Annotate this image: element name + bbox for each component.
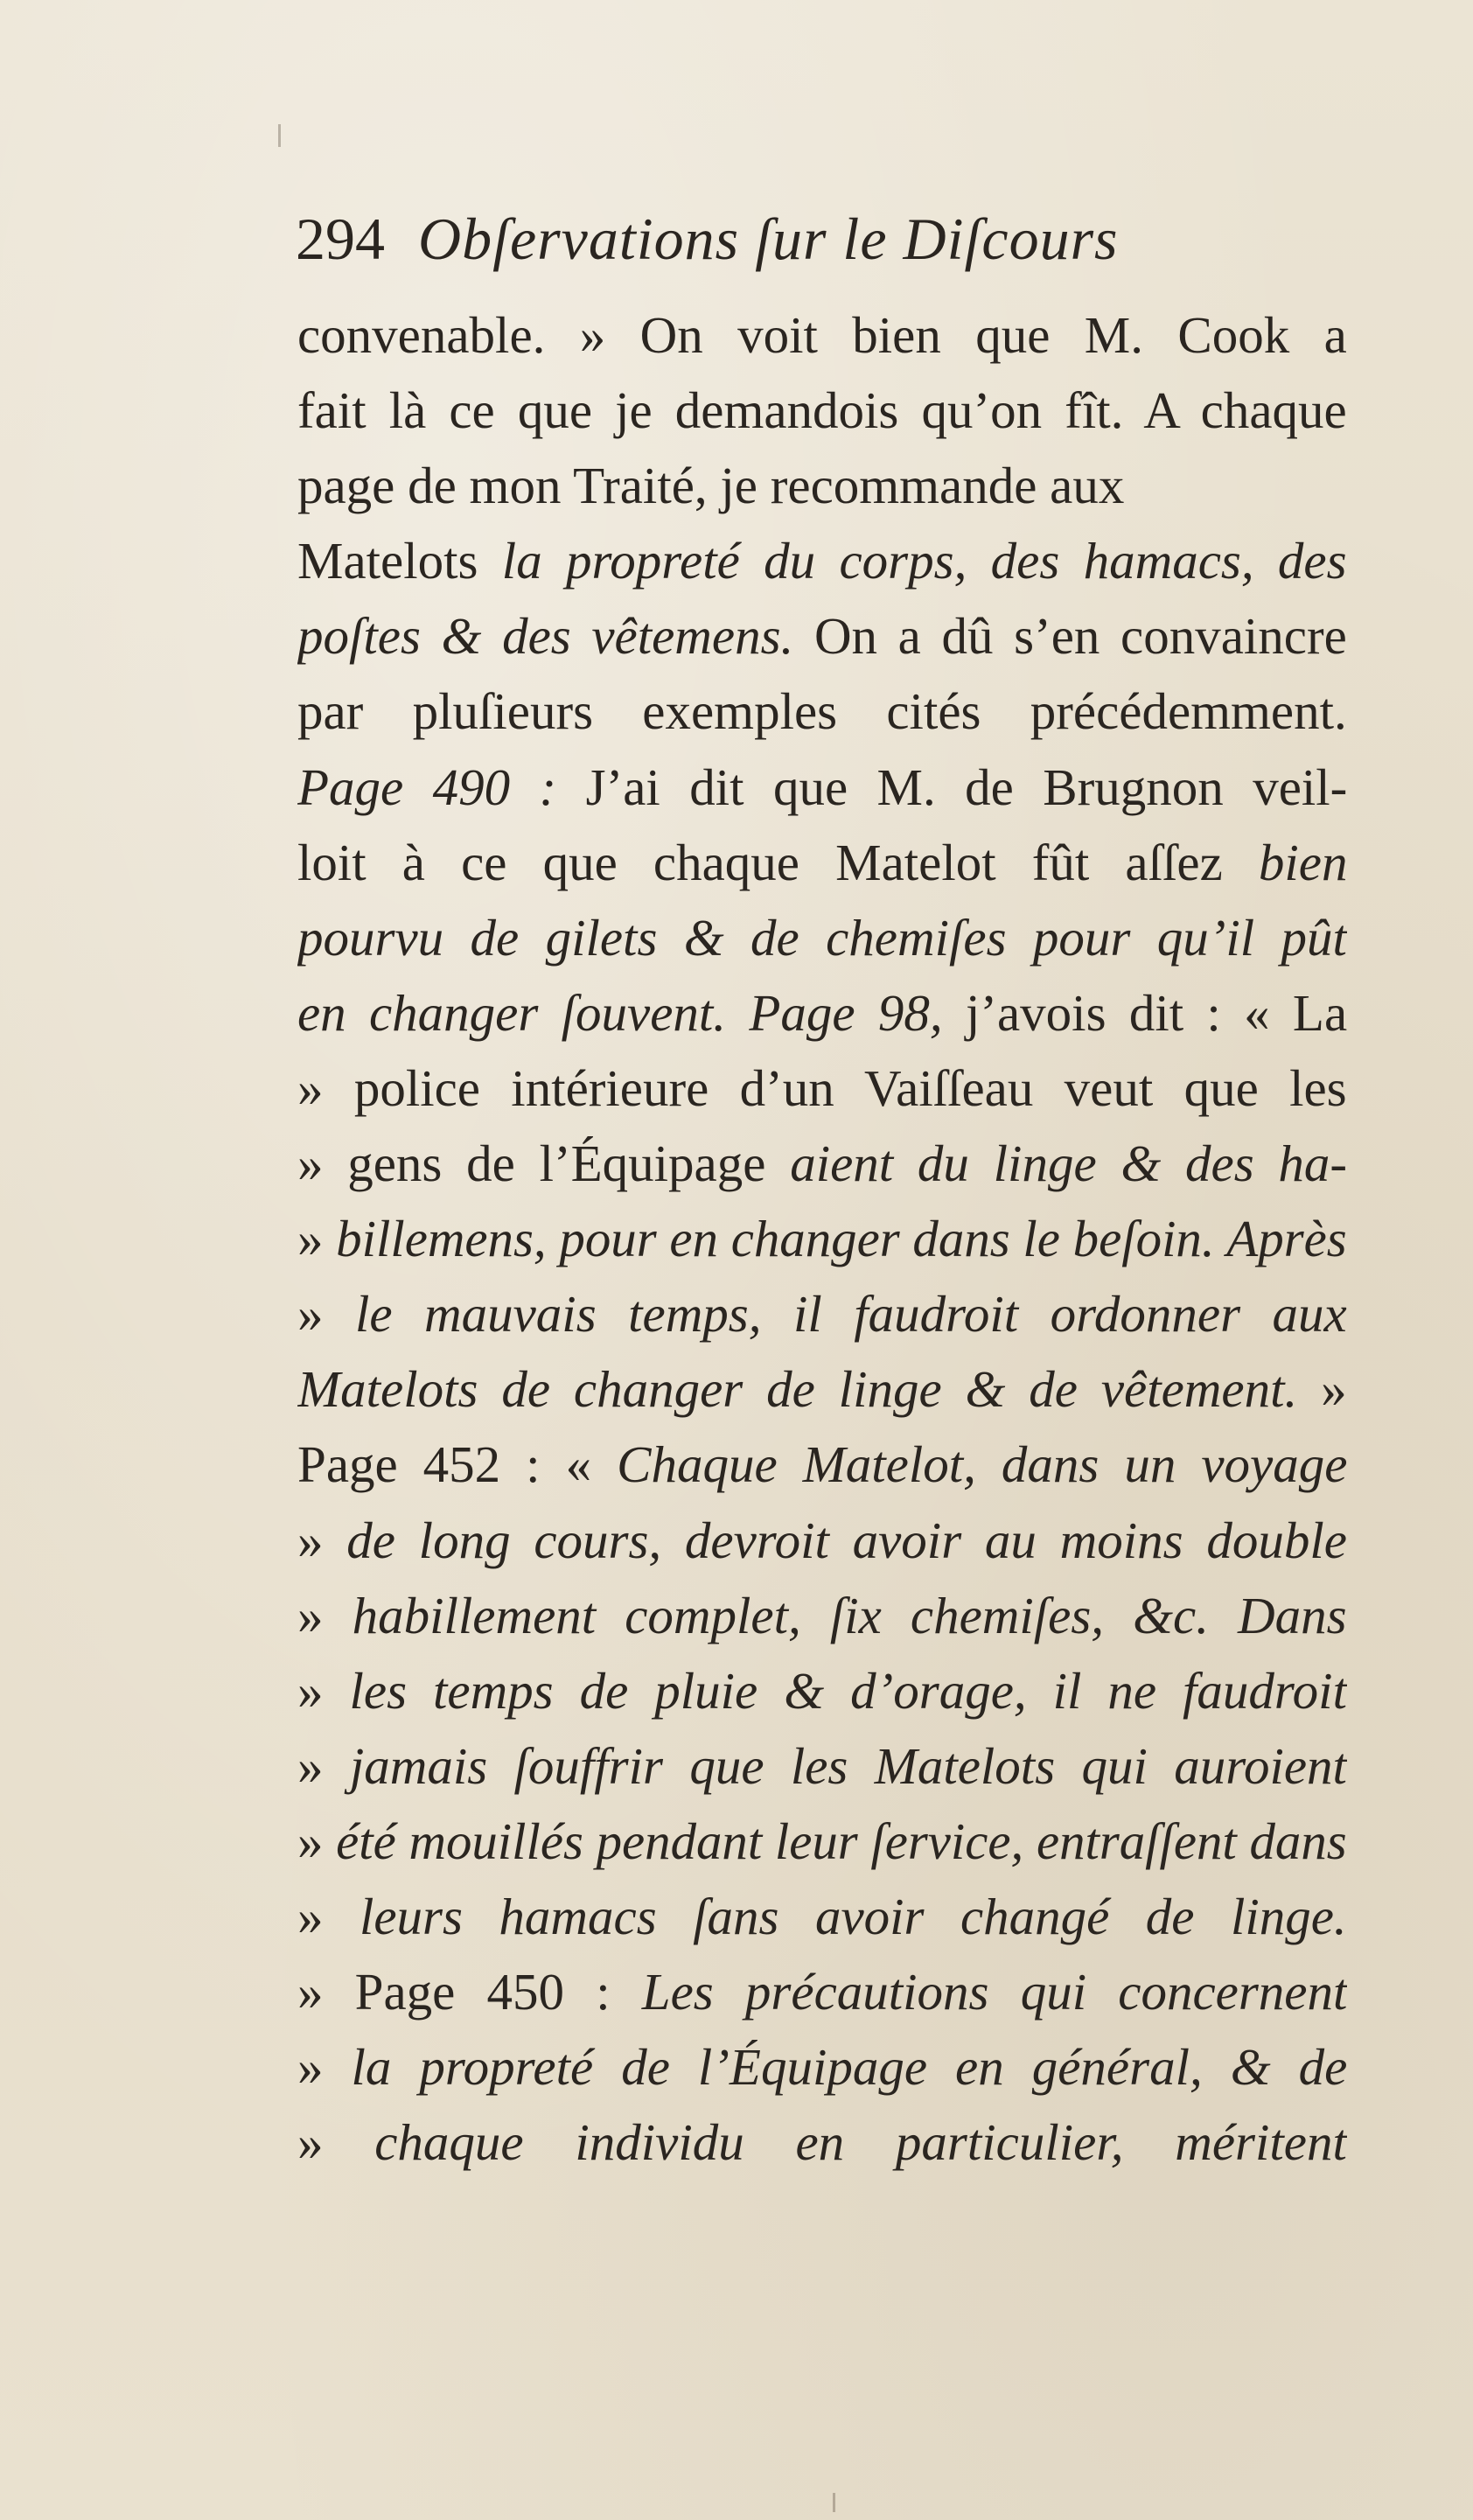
text-line [297,1804,1347,1879]
text-segment: » [297,1811,337,1870]
text-segment: page de mon Traité, je recommande aux [297,457,1125,515]
text-segment: » [297,1511,347,1569]
text-line [297,1653,1347,1728]
text-line [297,1503,1347,1578]
paper-speck [833,2493,835,2512]
italic-text-segment: pourvu de gilets & de chemiſes pour qu’il pût [297,908,1347,967]
italic-text-segment: chaque individu en particulier, méritent [374,2113,1347,2172]
text-line [297,1276,1347,1351]
italic-text-segment: jamais ſouffrir que les Matelots qui auroient [349,1736,1347,1795]
text-line [297,1427,1347,1502]
text-segment: » [297,1285,355,1344]
italic-text-segment: les temps de pluie & d’orage, il ne faudroit [349,1661,1347,1720]
text-segment: » [297,1661,350,1720]
italic-text-segment: Les précautions qui concernent [641,1963,1347,2021]
text-segment: » Page 450 : [297,1963,642,2021]
italic-text-segment: la propreté de l’Équipage en général, & de [351,2038,1347,2097]
italic-text-segment: été mouillés pendant leur ſervice, entraſſent dans [336,1811,1347,1870]
text-segment: j’avois dit : « La [942,983,1347,1042]
italic-text-segment: aient du linge & des ha- [790,1134,1347,1193]
text-line [297,1954,1347,2029]
text-line [297,1728,1347,1804]
text-segment: » gens de l’Équipage [297,1134,791,1193]
italic-text-segment: Matelots de changer de linge & de vêtement. [297,1360,1298,1419]
text-segment: par pluſieurs exemples cités précédemment. [297,682,1347,741]
italic-text-segment: billemens, pour en changer dans le beſoin. Après [336,1210,1347,1268]
italic-text-segment: leurs hamacs ſans avoir changé de linge. [359,1887,1347,1945]
text-line [297,373,1347,448]
body-text [297,297,1347,2180]
text-line [297,598,1347,674]
text-line [297,2105,1347,2180]
text-segment: » [297,1887,360,1945]
text-segment: On a dû s’en convaincre [793,607,1347,666]
text-line [297,975,1347,1051]
text-line [297,1351,1347,1427]
text-line [297,900,1347,975]
text-segment: fait là ce que je demandois qu’on fît. A chaque [297,381,1347,440]
text-line [297,523,1347,598]
italic-text-segment: Page 490 : [297,757,557,816]
text-segment: » police intérieure d’un Vaiſſeau veut que les [297,1058,1347,1117]
italic-text-segment: en changer ſouvent. Page 98, [297,983,943,1042]
text-line [297,1879,1347,1954]
text-line [297,1578,1347,1653]
italic-text-segment: la propreté du corps, des hamacs, des [501,532,1347,590]
page-number: 294 [296,206,385,272]
text-segment: » [1297,1360,1347,1419]
paper-speck [278,124,281,147]
italic-text-segment: Chaque Matelot, dans un voyage [617,1435,1347,1494]
text-line [297,297,1347,373]
text-segment: Matelots [297,532,502,590]
page-header [296,199,1345,278]
text-line [297,1051,1347,1126]
text-segment: » [297,2113,375,2172]
italic-text-segment: habillement complet, ſix chemiſes, &c. Dans [352,1586,1347,1644]
text-segment: Page 452 : « [297,1435,618,1494]
running-title: Obſervations ſur le Diſcours [418,206,1119,272]
italic-text-segment: de long cours, devroit avoir au moins double [346,1511,1347,1569]
text-segment: » [297,1586,353,1644]
text-segment: convenable. » On voit bien que M. Cook a [297,306,1347,364]
text-segment: » [297,2038,352,2097]
text-line [297,674,1347,749]
italic-text-segment: bien [1258,833,1347,891]
italic-text-segment: poſtes & des vêtemens. [297,607,794,666]
text-segment: » [297,1210,337,1268]
text-line [297,750,1347,825]
italic-text-segment: le mauvais temps, il faudroit ordonner aux [354,1285,1347,1344]
text-line [297,825,1347,900]
text-line [297,448,1347,523]
text-line [297,1201,1347,1276]
text-segment: J’ai dit que M. de Brugnon veil- [556,757,1347,816]
text-segment: » [297,1736,350,1795]
text-segment: loit à ce que chaque Matelot fût aſſez [297,833,1259,891]
text-line [297,1126,1347,1201]
text-line [297,2029,1347,2105]
